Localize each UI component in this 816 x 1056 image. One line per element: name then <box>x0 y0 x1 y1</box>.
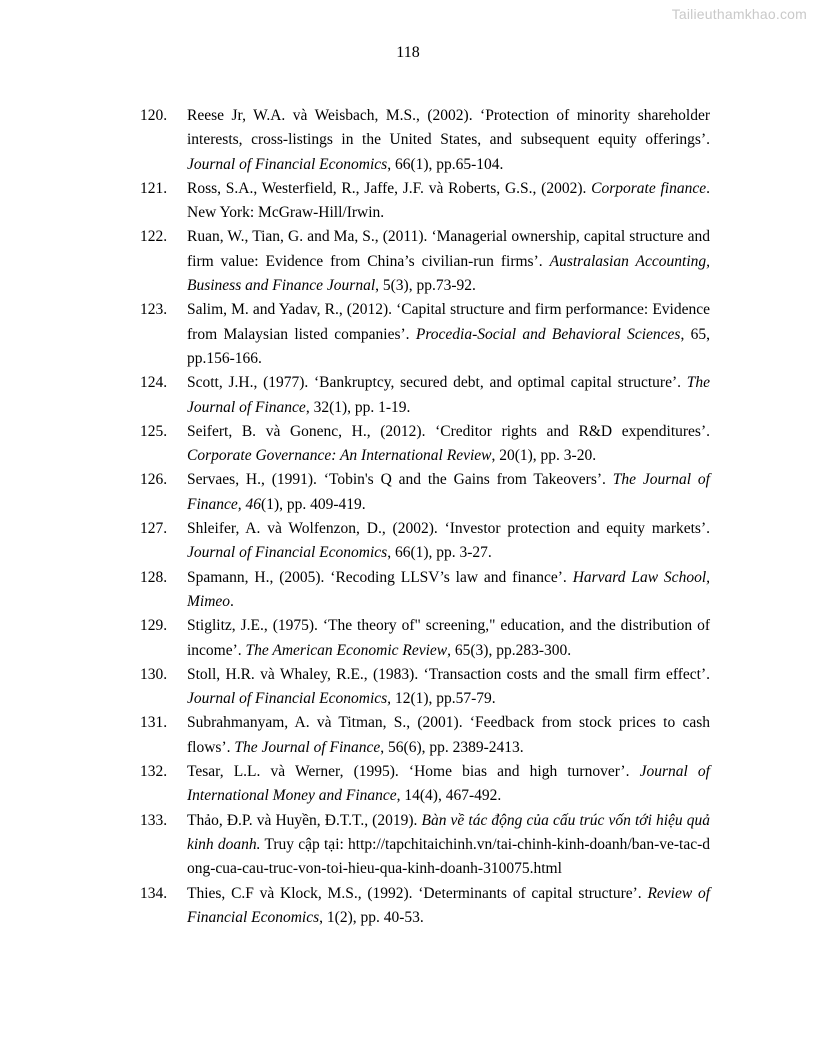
reference-text <box>187 809 710 882</box>
citation-text: Servaes, H., (1991). ‘Tobin's Q and the Gains from Takeovers’. <box>187 471 613 489</box>
citation-details: , 66(1), pp.65-104. <box>387 155 504 173</box>
citation-details: , 1(2), pp. 40-53. <box>319 908 424 926</box>
reference-number: 131. <box>140 714 168 732</box>
citation-details: , 14(4), 467-492. <box>396 787 502 805</box>
reference-text <box>187 760 710 809</box>
reference-number: 125. <box>140 422 168 440</box>
citation-details: . <box>230 592 234 610</box>
citation-text: Thies, C.F và Klock, M.S., (1992). ‘Determinants of capital structure’. <box>187 884 648 902</box>
reference-item <box>140 760 710 809</box>
reference-item <box>140 104 710 177</box>
citation-source: The Journal of Finance <box>187 374 710 416</box>
citation-details: (1), pp. 409-419. <box>261 495 366 513</box>
citation-source: The Journal of Finance, 46 <box>187 471 710 513</box>
reference-text <box>187 420 710 469</box>
citation-text: Ruan, W., Tian, G. and Ma, S., (2011). ‘Managerial ownership, capital structure and firm value: Evidence from China’s civilian-run firms’. <box>187 228 710 270</box>
reference-text <box>187 177 710 226</box>
reference-item <box>140 517 710 566</box>
reference-text <box>187 468 710 517</box>
reference-number: 130. <box>140 665 168 683</box>
citation-text: Shleifer, A. và Wolfenzon, D., (2002). ‘Investor protection and equity markets’. <box>187 520 710 538</box>
citation-details: , 20(1), pp. 3-20. <box>491 447 597 465</box>
page-number: 118 <box>396 44 420 61</box>
reference-text <box>187 711 710 760</box>
reference-item <box>140 225 710 298</box>
citation-text: Spamann, H., (2005). ‘Recoding LLSV’s law and finance’. <box>187 568 573 586</box>
reference-number: 122. <box>140 228 168 246</box>
citation-source: Corporate Governance: An International Review <box>187 447 492 465</box>
reference-item <box>140 420 710 469</box>
citation-source: Australasian Accounting, Business and Finance Journal <box>187 252 711 295</box>
citation-source: Journal of Financial Economics <box>187 155 388 173</box>
citation-details: , 5(3), pp.73-92. <box>375 277 476 295</box>
reference-number: 129. <box>140 617 168 635</box>
citation-text: Subrahmanyam, A. và Titman, S., (2001). ‘Feedback from stock prices to cash flows’. <box>187 714 710 756</box>
citation-text: Scott, J.H., (1977). ‘Bankruptcy, secured debt, and optimal capital structure’. <box>187 374 687 392</box>
reference-text <box>187 298 710 371</box>
citation-details: , 66(1), pp. 3-27. <box>387 544 492 562</box>
citation-source: Corporate finance <box>591 179 707 197</box>
citation-source: Review of Financial Economics <box>187 884 710 926</box>
citation-details: , 32(1), pp. 1-19. <box>305 398 411 416</box>
citation-details: , 65(3), pp.283-300. <box>447 641 572 659</box>
reference-number: 133. <box>140 811 168 829</box>
citation-details: , 65, pp.156-166. <box>187 325 711 367</box>
reference-text <box>187 566 710 615</box>
reference-number: 121. <box>140 179 168 197</box>
reference-number: 132. <box>140 763 168 781</box>
reference-item <box>140 882 710 931</box>
citation-source: Procedia-Social and Behavioral Sciences <box>415 325 681 343</box>
citation-text: Stiglitz, J.E., (1975). ‘The theory of" screening," education, and the distribution of income’. <box>187 617 710 659</box>
reference-item <box>140 614 710 663</box>
reference-item <box>140 809 710 882</box>
citation-text: Stoll, H.R. và Whaley, R.E., (1983). ‘Transaction costs and the small firm effect’. <box>187 665 710 683</box>
reference-text <box>187 663 710 712</box>
reference-number: 124. <box>140 374 168 392</box>
citation-text: Seifert, B. và Gonenc, H., (2012). ‘Creditor rights and R&D expenditures’. <box>187 422 710 440</box>
reference-number: 126. <box>140 471 168 489</box>
reference-item <box>140 566 710 615</box>
citation-details: . New York: McGraw-Hill/Irwin. <box>187 179 710 222</box>
reference-item <box>140 468 710 517</box>
reference-text <box>187 614 710 663</box>
reference-text <box>187 882 710 931</box>
reference-item <box>140 177 710 226</box>
reference-number: 134. <box>140 884 168 902</box>
citation-text: Thảo, Đ.P. và Huyền, Đ.T.T., (2019). <box>187 811 422 829</box>
citation-text: Reese Jr, W.A. và Weisbach, M.S., (2002). ‘Protection of minority shareholder interests, cross-listings in the United States, and subsequent equity offerings’. <box>187 107 710 149</box>
reference-text <box>187 371 710 420</box>
reference-number: 128. <box>140 568 168 586</box>
reference-text <box>187 104 710 177</box>
reference-item <box>140 711 710 760</box>
reference-text <box>187 225 710 298</box>
citation-details: Truy cập tại: http://tapchitaichinh.vn/tai-chinh-kinh-doanh/ban-ve-tac-dong-cua-cau-truc-von-toi-hieu-qua-kinh-doanh-310075.html <box>187 835 710 878</box>
reference-number: 123. <box>140 301 168 319</box>
reference-number: 120. <box>140 107 168 124</box>
reference-item <box>140 298 710 371</box>
citation-details: 12(1), pp.57-79. <box>391 690 496 708</box>
citation-text: Salim, M. and Yadav, R., (2012). ‘Capital structure and firm performance: Evidence from Malaysian listed companies’. <box>187 301 710 343</box>
citation-text: Ross, S.A., Westerfield, R., Jaffe, J.F. và Roberts, G.S., (2002). <box>187 179 592 197</box>
watermark: Tailieuthamkhao.com <box>671 6 807 22</box>
citation-text: Tesar, L.L. và Werner, (1995). ‘Home bias and high turnover’. <box>187 763 640 781</box>
reference-number: 127. <box>140 520 168 538</box>
citation-source: Journal of Financial Economics, <box>187 690 392 708</box>
citation-source: The American Economic Review <box>245 641 448 659</box>
reference-item <box>140 371 710 420</box>
reference-list <box>140 104 710 930</box>
citation-source: Journal of International Money and Finance <box>187 763 710 805</box>
citation-source: Journal of Financial Economics <box>187 544 388 562</box>
citation-source: Bàn về tác động của cấu trúc vốn tới hiệu quả kinh doanh. <box>187 811 710 853</box>
reference-text <box>187 517 710 566</box>
reference-item <box>140 663 710 712</box>
citation-source: Harvard Law School, Mimeo <box>187 568 710 610</box>
citation-details: , 56(6), pp. 2389-2413. <box>380 738 524 756</box>
citation-source: The Journal of Finance <box>234 738 381 756</box>
